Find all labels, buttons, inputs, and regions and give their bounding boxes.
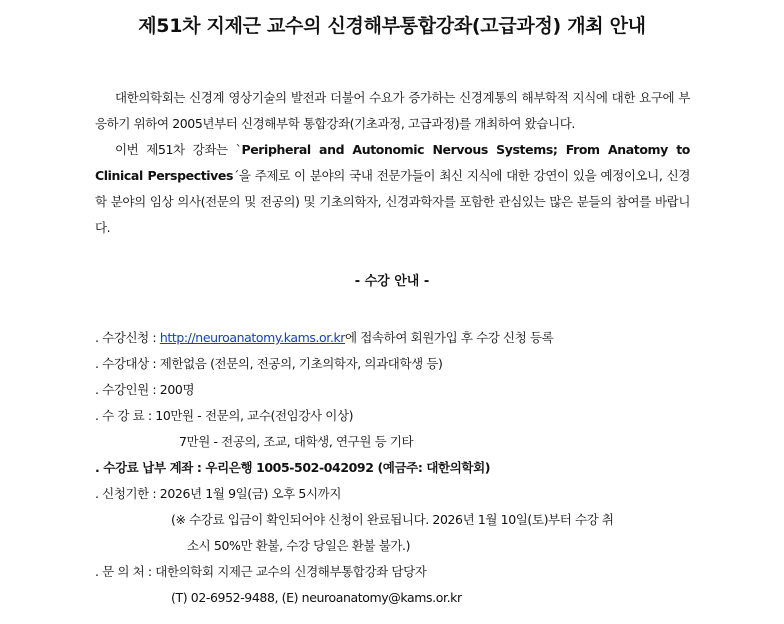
payment-account-row: . 수강료 납부 계좌 : 우리은행 1005-502-042092 (예금주: 대한의학회)	[95, 460, 491, 475]
fee-row-continued: 7만원 - 전공의, 조교, 대학생, 연구원 등 기타	[179, 434, 414, 449]
intro-paragraph-2	[95, 137, 690, 241]
course-topic: Peripheral and Autonomic Nervous Systems; From Anatomy to Clinical Perspectives	[95, 142, 690, 183]
capacity-row: . 수강인원 : 200명	[95, 382, 195, 397]
target-row: . 수강대상 : 제한없음 (전문의, 전공의, 기초의학자, 의과대학생 등)	[95, 356, 443, 371]
section-heading: - 수강 안내 -	[354, 274, 430, 289]
intro-paragraph-2-rest: ´을 주제로 이 분야의 국내 전문가들이 최신 지식에 대한 강연이 있을 예정이오니, 신경학 분야의 임상 의사(전문의 및 전공의) 및 기초의학자, 신경과학자를 포함한 관심있는 많은 분들의 참여를 바랍니다.	[95, 168, 690, 235]
contact-details: (T) 02-6952-9488, (E) neuroanatomy@kams.or.kr	[171, 590, 462, 605]
deadline-row: . 신청기한 : 2026년 1월 9일(금) 오후 5시까지	[95, 486, 341, 501]
registration-row	[95, 325, 695, 351]
refund-note-continued: 소시 50%만 환불, 수강 당일은 환불 불가.)	[187, 538, 411, 553]
contact-row: . 문 의 처 : 대한의학회 지제근 교수의 신경해부통합강좌 담당자	[95, 564, 427, 579]
registration-instructions: 에 접속하여 회원가입 후 수강 신청 등록	[345, 330, 554, 345]
registration-info	[95, 325, 695, 611]
intro-paragraph-2-lead: 이번 제51차 강좌는 `	[115, 142, 242, 157]
intro-paragraph-1: 대한의학회는 신경계 영상기술의 발전과 더불어 수요가 증가하는 신경계통의 해부학적 지식에 대한 요구에 부응하기 위하여 2005년부터 신경해부학 통합강좌(기초과정, 고급과정)를 개최하여 왔습니다.	[95, 90, 690, 131]
registration-label: . 수강신청 :	[95, 330, 160, 345]
page-title: 제51차 지제근 교수의 신경해부통합강좌(고급과정) 개최 안내	[138, 15, 646, 37]
fee-row: . 수 강 료 : 10만원 - 전문의, 교수(전임강사 이상)	[95, 408, 354, 423]
refund-note: (※ 수강료 입금이 확인되어야 신청이 완료됩니다. 2026년 1월 10일(토)부터 수강 취	[171, 512, 614, 527]
registration-link[interactable]: http://neuroanatomy.kams.or.kr	[159, 330, 346, 345]
